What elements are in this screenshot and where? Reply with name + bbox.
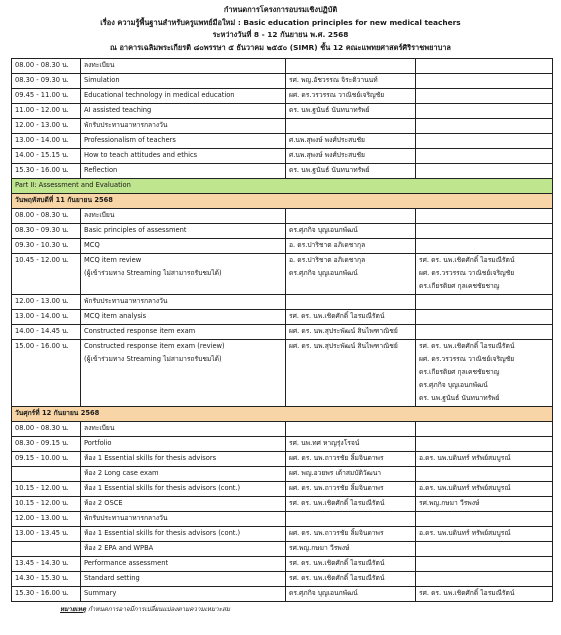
moderator-cell xyxy=(416,59,553,74)
time-cell: 15.00 - 16.00 น. xyxy=(12,340,81,407)
schedule-row xyxy=(12,497,553,512)
topic-cell xyxy=(81,527,286,542)
moderator-name: ผศ. ดร.วรวรรณ วาณิชย์เจริญชัย xyxy=(419,269,515,277)
moderator-cell xyxy=(416,467,553,482)
topic-cell xyxy=(81,209,286,224)
speaker-cell xyxy=(286,482,416,497)
topic-line: How to teach attitudes and ethics xyxy=(84,151,198,159)
time-cell: 10.15 - 12.00 น. xyxy=(12,482,81,497)
speaker-name: อ. ดร.ปาริชาต อภิเดชากุล xyxy=(289,241,366,249)
schedule-row xyxy=(12,482,553,497)
moderator-name: ดร.เกียรติยศ กุลเคชชัยชาญ xyxy=(419,282,500,290)
schedule-row xyxy=(12,104,553,119)
speaker-name: รศ. พญ.อัชวรรณ จิระติวานนท์ xyxy=(289,76,378,84)
time-cell: 13.45 - 14.30 น. xyxy=(12,557,81,572)
schedule-row xyxy=(12,587,553,602)
moderator-cell xyxy=(416,104,553,119)
schedule-row xyxy=(12,295,553,310)
time-cell: 08.00 - 08.30 น. xyxy=(12,59,81,74)
time-cell: 10.15 - 12.00 น. xyxy=(12,497,81,512)
time-cell: 15.30 - 16.00 น. xyxy=(12,587,81,602)
topic-cell xyxy=(81,572,286,587)
speaker-cell xyxy=(286,134,416,149)
moderator-cell xyxy=(416,422,553,437)
topic-line: ห้อง 1 Essential skills for thesis advisors xyxy=(84,454,217,462)
speaker-name: ดร. นพ.ฐนันธ์ นันทนาทรัพย์ xyxy=(289,166,370,174)
speaker-name: รศ. ดร. นพ.เชิดศักดิ์ ไอรมณีรัตน์ xyxy=(289,559,385,567)
schedule-table xyxy=(11,58,553,602)
time-cell: 09.30 - 10.30 น. xyxy=(12,239,81,254)
topic-line: (ผู้เข้าร่วมทาง Streaming ไม่สามารถรับชมได้) xyxy=(84,269,222,277)
schedule-row xyxy=(12,452,553,467)
moderator-cell xyxy=(416,310,553,325)
topic-line: พักรับประทานอาหารกลางวัน xyxy=(84,121,168,129)
part-header-row xyxy=(12,179,553,194)
moderator-cell xyxy=(416,325,553,340)
speaker-name: รศ.พญ.กษมา วีรพงษ์ xyxy=(289,544,350,552)
speaker-cell xyxy=(286,164,416,179)
topic-line: Summary xyxy=(84,589,117,597)
moderator-cell xyxy=(416,254,553,295)
speaker-cell xyxy=(286,497,416,512)
speaker-cell xyxy=(286,119,416,134)
moderator-cell xyxy=(416,497,553,512)
topic-line: ห้อง 2 EPA and WPBA xyxy=(84,544,154,552)
speaker-cell xyxy=(286,340,416,407)
moderator-name: อ.ดร. นพ.บดินทร์ ทรัพย์สมบูรณ์ xyxy=(419,454,511,462)
moderator-cell xyxy=(416,572,553,587)
schedule-row xyxy=(12,325,553,340)
speaker-cell xyxy=(286,557,416,572)
time-cell xyxy=(12,542,81,557)
speaker-name: อ. ดร.ปาริชาต อภิเดชากุล xyxy=(289,256,366,264)
speaker-name: รศ. ดร. นพ.เชิดศักดิ์ ไอรมณีรัตน์ xyxy=(289,574,385,582)
speaker-name: ผศ. ดร. นพ.สุประพัฒน์ สินไพฑาณิชย์ xyxy=(289,327,398,335)
speaker-cell xyxy=(286,572,416,587)
moderator-cell xyxy=(416,224,553,239)
topic-line: Basic principles of assessment xyxy=(84,226,187,234)
day-header-row xyxy=(12,194,553,209)
topic-cell xyxy=(81,452,286,467)
header-line-2: เรื่อง ความรู้พื้นฐานสำหรับครูแพทย์มือใหม่ : Basic education principles for new medical teachers xyxy=(100,17,461,27)
topic-line: Reflection xyxy=(84,166,118,174)
speaker-name: รศ. ดร. นพ.เชิดศักดิ์ ไอรมณีรัตน์ xyxy=(289,312,385,320)
topic-line: ลงทะเบียน xyxy=(84,61,115,69)
speaker-name: ผศ. ดร. นพ.ถาวรชัย ลิ้มจินดาพร xyxy=(289,529,384,537)
topic-cell xyxy=(81,164,286,179)
speaker-name: ผศ. ดร. นพ.ถาวรชัย ลิ้มจินดาพร xyxy=(289,454,384,462)
time-cell: 13.00 - 14.00 น. xyxy=(12,134,81,149)
speaker-cell xyxy=(286,74,416,89)
schedule-row xyxy=(12,340,553,407)
time-cell: 14.00 - 14.45 น. xyxy=(12,325,81,340)
header-line-3: ระหว่างวันที่ 8 - 12 กันยายน พ.ศ. 2568 xyxy=(212,30,349,39)
topic-cell xyxy=(81,325,286,340)
moderator-name: ดร. นพ.ฐนันธ์ นันทนาทรัพย์ xyxy=(419,394,500,402)
document-header xyxy=(0,0,561,58)
topic-cell xyxy=(81,497,286,512)
schedule-row xyxy=(12,149,553,164)
time-cell: 10.45 - 12.00 น. xyxy=(12,254,81,295)
moderator-name: รศ. ดร. นพ.เชิดศักดิ์ ไอรมณีรัตน์ xyxy=(419,342,515,350)
moderator-name: ดร.เกียรติยศ กุลเคชชัยชาญ xyxy=(419,368,500,376)
speaker-name: ดร.ศุภกิจ บุญเอนกพัฒน์ xyxy=(289,589,358,597)
schedule-row xyxy=(12,557,553,572)
topic-line: AI assisted teaching xyxy=(84,106,152,114)
topic-cell xyxy=(81,587,286,602)
speaker-cell xyxy=(286,437,416,452)
footnote xyxy=(60,604,561,614)
topic-cell xyxy=(81,310,286,325)
footnote-label: หมายเหตุ xyxy=(60,606,86,613)
moderator-cell xyxy=(416,587,553,602)
topic-cell xyxy=(81,134,286,149)
topic-cell xyxy=(81,224,286,239)
speaker-cell xyxy=(286,422,416,437)
topic-cell xyxy=(81,542,286,557)
moderator-name: รศ. ดร. นพ.เชิดศักดิ์ ไอรมณีรัตน์ xyxy=(419,256,515,264)
speaker-cell xyxy=(286,310,416,325)
speaker-cell xyxy=(286,209,416,224)
time-cell: 08.00 - 08.30 น. xyxy=(12,422,81,437)
topic-line: Educational technology in medical education xyxy=(84,91,235,99)
speaker-name: ดร.ศุภกิจ บุญเอนกพัฒน์ xyxy=(289,269,358,277)
speaker-cell xyxy=(286,59,416,74)
topic-cell xyxy=(81,119,286,134)
speaker-name: ศ.นพ.สุพงษ์ พงศ์ประสบชัย xyxy=(289,136,365,144)
day-header-label: วันพฤหัสบดีที่ 11 กันยายน 2568 xyxy=(12,194,553,209)
speaker-cell xyxy=(286,104,416,119)
topic-cell xyxy=(81,149,286,164)
moderator-cell xyxy=(416,340,553,407)
topic-line: Professionalism of teachers xyxy=(84,136,176,144)
header-line-1: กำหนดการโครงการอบรมเชิงปฏิบัติ xyxy=(223,5,338,14)
speaker-cell xyxy=(286,467,416,482)
topic-line: พักรับประทานอาหารกลางวัน xyxy=(84,297,168,305)
moderator-cell xyxy=(416,119,553,134)
schedule-row xyxy=(12,422,553,437)
topic-cell xyxy=(81,422,286,437)
moderator-cell xyxy=(416,149,553,164)
moderator-name: อ.ดร. นพ.บดินทร์ ทรัพย์สมบูรณ์ xyxy=(419,484,511,492)
speaker-name: ศ.นพ.สุพงษ์ พงศ์ประสบชัย xyxy=(289,151,365,159)
speaker-name: รศ. ดร. นพ.เชิดศักดิ์ ไอรมณีรัตน์ xyxy=(289,499,385,507)
schedule-row xyxy=(12,572,553,587)
topic-cell xyxy=(81,437,286,452)
schedule-row xyxy=(12,467,553,482)
topic-line: Performance assessment xyxy=(84,559,169,567)
speaker-name: ดร.ศุภกิจ บุญเอนกพัฒน์ xyxy=(289,226,358,234)
speaker-cell xyxy=(286,149,416,164)
moderator-cell xyxy=(416,527,553,542)
speaker-cell xyxy=(286,452,416,467)
time-cell: 12.00 - 13.00 น. xyxy=(12,119,81,134)
time-cell: 08.00 - 08.30 น. xyxy=(12,209,81,224)
time-cell: 11.00 - 12.00 น. xyxy=(12,104,81,119)
topic-cell xyxy=(81,89,286,104)
speaker-cell xyxy=(286,224,416,239)
topic-cell xyxy=(81,512,286,527)
speaker-name: ผศ. ดร. นพ.สุประพัฒน์ สินไพฑาณิชย์ xyxy=(289,342,398,350)
schedule-row xyxy=(12,209,553,224)
schedule-row xyxy=(12,224,553,239)
topic-line: (ผู้เข้าร่วมทาง Streaming ไม่สามารถรับชมได้) xyxy=(84,355,222,363)
topic-line: Constructed response item exam xyxy=(84,327,196,335)
moderator-name: ผศ. ดร.วรวรรณ วาณิชย์เจริญชัย xyxy=(419,355,515,363)
topic-cell xyxy=(81,467,286,482)
topic-cell xyxy=(81,239,286,254)
moderator-name: รศ. ดร. นพ.เชิดศักดิ์ ไอรมณีรัตน์ xyxy=(419,589,515,597)
topic-line: ห้อง 1 Essential skills for thesis advisors (cont.) xyxy=(84,529,241,537)
speaker-name: ดร. นพ.ฐนันธ์ นันทนาทรัพย์ xyxy=(289,106,370,114)
moderator-cell xyxy=(416,74,553,89)
speaker-name: รศ. นพ.ทศ หาญรุ่งโรจน์ xyxy=(289,439,360,447)
speaker-name: ผศ. ดร. นพ.ถาวรชัย ลิ้มจินดาพร xyxy=(289,484,384,492)
moderator-cell xyxy=(416,209,553,224)
time-cell: 09.15 - 10.00 น. xyxy=(12,452,81,467)
topic-cell xyxy=(81,59,286,74)
moderator-cell xyxy=(416,295,553,310)
schedule-row xyxy=(12,89,553,104)
topic-line: พักรับประทานอาหารกลางวัน xyxy=(84,514,168,522)
moderator-cell xyxy=(416,512,553,527)
topic-line: MCQ xyxy=(84,241,100,249)
moderator-cell xyxy=(416,542,553,557)
time-cell: 13.00 - 14.00 น. xyxy=(12,310,81,325)
time-cell: 08.30 - 09.30 น. xyxy=(12,74,81,89)
speaker-cell xyxy=(286,512,416,527)
schedule-row xyxy=(12,527,553,542)
topic-line: Portfolio xyxy=(84,439,112,447)
schedule-row xyxy=(12,542,553,557)
footnote-text: กำหนดการอาจมีการเปลี่ยนแปลงตามความเหมาะสม xyxy=(87,606,231,613)
speaker-name: ผศ. พญ.อวยพร เต้าสมบัติวัฒนา xyxy=(289,469,382,477)
topic-cell xyxy=(81,482,286,497)
schedule-row xyxy=(12,134,553,149)
topic-line: MCQ item analysis xyxy=(84,312,147,320)
schedule-row xyxy=(12,310,553,325)
day-header-row xyxy=(12,407,553,422)
topic-cell xyxy=(81,557,286,572)
schedule-row xyxy=(12,119,553,134)
speaker-cell xyxy=(286,587,416,602)
moderator-cell xyxy=(416,89,553,104)
topic-cell xyxy=(81,104,286,119)
moderator-name: ดร.ศุภกิจ บุญเอนกพัฒน์ xyxy=(419,381,488,389)
time-cell: 14.30 - 15.30 น. xyxy=(12,572,81,587)
moderator-cell xyxy=(416,437,553,452)
schedule-row xyxy=(12,74,553,89)
speaker-name: ผศ. ดร.วรวรรณ วาณิชย์เจริญชัย xyxy=(289,91,385,99)
speaker-cell xyxy=(286,325,416,340)
speaker-cell xyxy=(286,295,416,310)
topic-line: ลงทะเบียน xyxy=(84,424,115,432)
time-cell: 14.00 - 15.15 น. xyxy=(12,149,81,164)
schedule-row xyxy=(12,164,553,179)
time-cell: 08.30 - 09.15 น. xyxy=(12,437,81,452)
topic-line: ห้อง 2 Long case exam xyxy=(84,469,159,477)
speaker-cell xyxy=(286,254,416,295)
topic-line: Constructed response item exam (review) xyxy=(84,342,225,350)
time-cell: 08.30 - 09.30 น. xyxy=(12,224,81,239)
moderator-cell xyxy=(416,557,553,572)
speaker-cell xyxy=(286,239,416,254)
header-line-4: ณ อาคารเฉลิมพระเกียรติ ๘๐พรรษา ๕ ธันวาคม ๒๕๕๐ (SIMR) ชั้น 12 คณะแพทยศาสตร์ศิริราชพยาบาล xyxy=(110,42,451,52)
topic-cell xyxy=(81,254,286,295)
topic-line: Standard setting xyxy=(84,574,140,582)
topic-cell xyxy=(81,340,286,407)
day-header-label: วันศุกร์ที่ 12 กันยายน 2568 xyxy=(12,407,553,422)
time-cell: 15.30 - 16.00 น. xyxy=(12,164,81,179)
time-cell: 09.45 - 11.00 น. xyxy=(12,89,81,104)
speaker-cell xyxy=(286,542,416,557)
schedule-row xyxy=(12,512,553,527)
topic-line: Simulation xyxy=(84,76,120,84)
moderator-cell xyxy=(416,452,553,467)
topic-line: MCQ item review xyxy=(84,256,142,264)
moderator-cell xyxy=(416,134,553,149)
topic-cell xyxy=(81,295,286,310)
moderator-cell xyxy=(416,164,553,179)
moderator-cell xyxy=(416,482,553,497)
topic-line: ลงทะเบียน xyxy=(84,211,115,219)
time-cell: 13.00 - 13.45 น. xyxy=(12,527,81,542)
topic-cell xyxy=(81,74,286,89)
schedule-row xyxy=(12,254,553,295)
speaker-cell xyxy=(286,527,416,542)
schedule-row xyxy=(12,59,553,74)
time-cell: 12.00 - 13.00 น. xyxy=(12,512,81,527)
schedule-row xyxy=(12,437,553,452)
topic-line: ห้อง 2 OSCE xyxy=(84,499,123,507)
moderator-name: อ.ดร. นพ.บดินทร์ ทรัพย์สมบูรณ์ xyxy=(419,529,511,537)
time-cell xyxy=(12,467,81,482)
moderator-cell xyxy=(416,239,553,254)
topic-line: ห้อง 1 Essential skills for thesis advisors (cont.) xyxy=(84,484,241,492)
time-cell: 12.00 - 13.00 น. xyxy=(12,295,81,310)
schedule-row xyxy=(12,239,553,254)
part-header-label: Part II: Assessment and Evaluation xyxy=(12,179,553,194)
moderator-name: รศ.พญ.กษมา วีรพงษ์ xyxy=(419,499,480,507)
speaker-cell xyxy=(286,89,416,104)
